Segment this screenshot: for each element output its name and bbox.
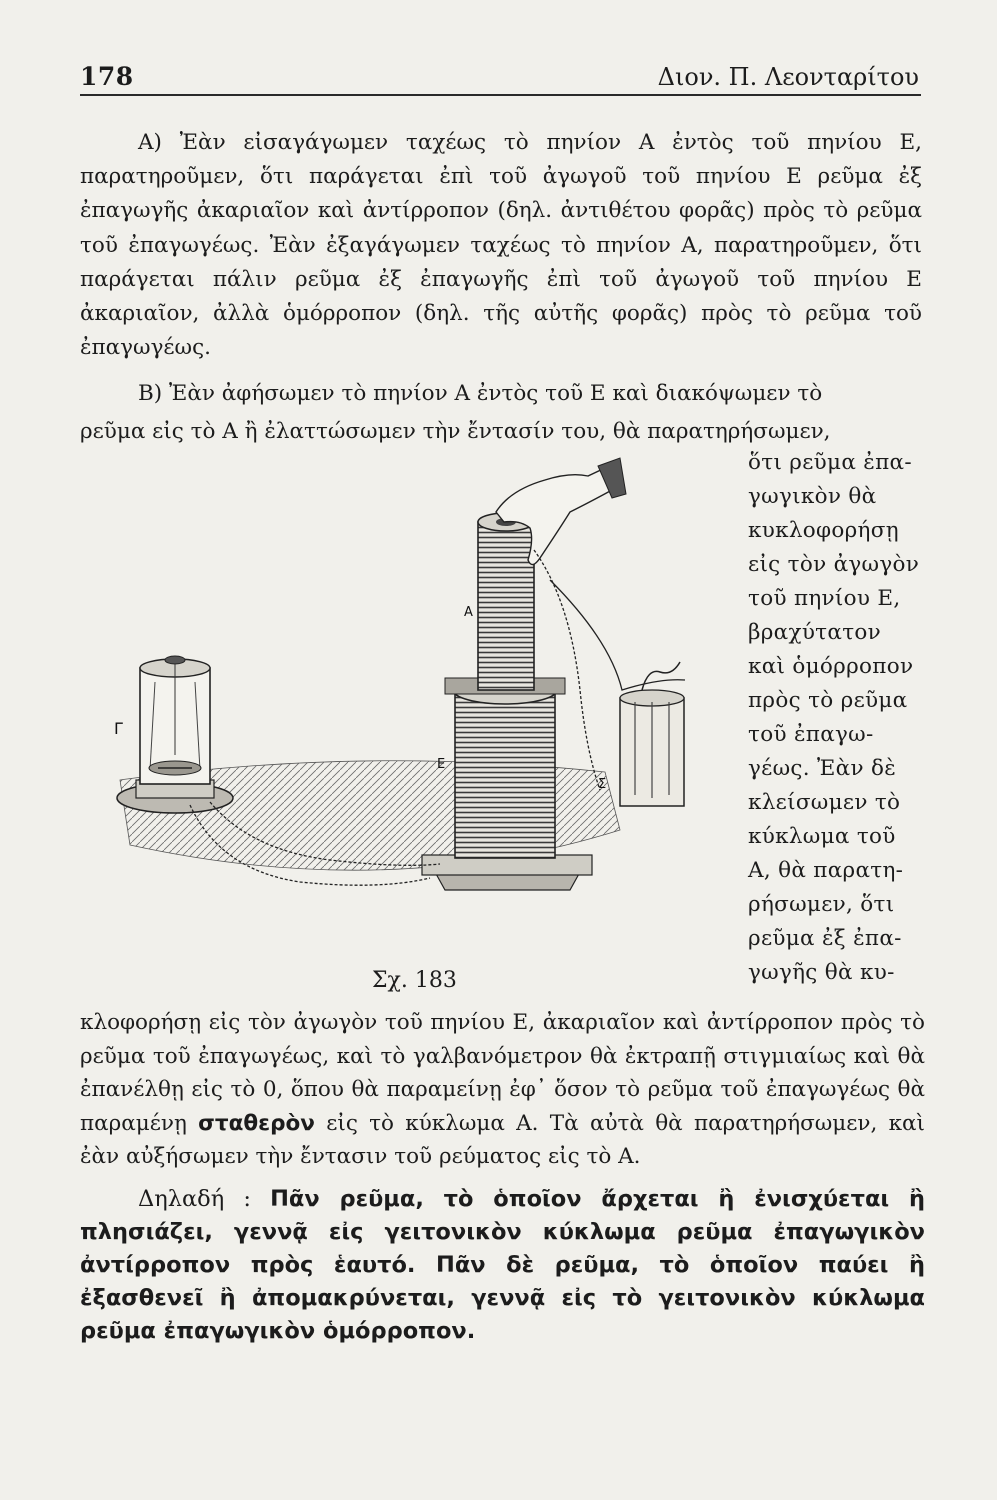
label-a: A: [464, 605, 473, 620]
side-text-line: γωγικὸν θὰ: [748, 484, 877, 509]
paragraph-c: [80, 1006, 925, 1174]
galvanometer: [117, 656, 233, 813]
side-text-line: κλείσωμεν τὸ: [748, 790, 901, 815]
label-sigma: Σ: [598, 777, 607, 792]
emphasis-stathero: σταθερὸν: [198, 1110, 315, 1136]
battery-cell: [620, 662, 684, 806]
side-text-line: ρεῦμα ἐξ ἐπα-: [748, 926, 902, 951]
header-rule: [80, 94, 921, 96]
side-text-line: τοῦ πηνίου E,: [748, 586, 901, 611]
side-text-line: ρήσωμεν, ὅτι: [748, 892, 895, 917]
side-text-line: γωγῆς θὰ κυ-: [748, 960, 895, 985]
induction-apparatus-illustration: [100, 450, 725, 970]
side-text-line: βραχύτατον: [748, 620, 882, 645]
paragraph-c-part-1: κλοφορήσῃ εἰς τὸν ἀγωγὸν τοῦ πηνίου E, ἀκαριαῖον καὶ ἀντίρροπον πρὸς τὸ ρεῦμα τοῦ ἐπαγωγέως, καὶ τὸ γαλβανόμετρον θὰ ἐκτραπῇ στιγμιαίως καὶ θὰ ἐπανέλθῃ εἰς τὸ 0, ὅπου θὰ παραμείνῃ ἐφ᾽ ὅσον τὸ ρεῦμα τοῦ ἐπαγωγέως θὰ παραμένῃ: [80, 1010, 925, 1136]
side-text-line: πρὸς τὸ ρεῦμα: [748, 688, 908, 713]
side-text-line: κύκλωμα τοῦ: [748, 824, 896, 849]
side-text-line: τοῦ ἐπαγω-: [748, 722, 874, 747]
coil-a: [478, 513, 534, 690]
page-number: 178: [80, 62, 134, 91]
summary-lead: Δηλαδή :: [138, 1186, 251, 1212]
paragraph-a: A) Ἐὰν εἰσαγάγωμεν ταχέως τὸ πηνίον A ἐντὸς τοῦ πηνίου E, παρατηροῦμεν, ὅτι παράγεται ἐπὶ τοῦ ἀγωγοῦ τοῦ πηνίου E ρεῦμα ἐξ ἐπαγωγῆς ἀκαριαῖον καὶ ἀντίρροπον (δηλ. ἀντιθέτου φορᾶς) πρὸς τὸ ρεῦμα τοῦ ἐπαγωγέως. Ἐὰν ἐξαγάγωμεν ταχέως τὸ πηνίον A, παρατηροῦμεν, ὅτι παράγεται πάλιν ρεῦμα ἐξ ἐπαγωγῆς ἐπὶ τοῦ ἀγωγοῦ τοῦ πηνίου E ἀκαριαῖον, ἀλλὰ ὁμόρροπον (δηλ. τῆς αὐτῆς φορᾶς) πρὸς τὸ ρεῦμα τοῦ ἐπαγωγέως.: [80, 130, 922, 361]
side-text-line: εἰς τὸν ἀγωγὸν: [748, 552, 920, 577]
paragraph-b-line-1: B) Ἐὰν ἀφήσωμεν τὸ πηνίον A ἐντὸς τοῦ E καὶ διακόψωμεν τὸ: [138, 381, 823, 406]
figure-caption: Σχ. 183: [372, 968, 457, 993]
label-gamma: Γ: [114, 719, 123, 738]
paragraph-b-line-2: ρεῦμα εἰς τὸ A ἢ ἐλαττώσωμεν τὴν ἔντασίν του, θὰ παρατηρήσωμεν,: [80, 419, 831, 444]
side-text-line: A, θὰ παρατη-: [748, 858, 904, 883]
label-e: E: [437, 757, 446, 772]
running-header-author: Διον. Π. Λεονταρίτου: [657, 63, 919, 91]
summary-rule: [80, 1183, 925, 1348]
side-text-line: κυκλοφορήσῃ: [748, 518, 899, 543]
side-text-line: γέως. Ἐὰν δὲ: [748, 756, 897, 781]
summary-body: Πᾶν ρεῦμα, τὸ ὁποῖον ἄρχεται ἢ ἐνισχύεται ἢ πλησιάζει, γεννᾷ εἰς γειτονικὸν κύκλωμα ρεῦμα ἐπαγωγικὸν ἀντίρροπον πρὸς ἑαυτό. Πᾶν δὲ ρεῦμα, τὸ ὁποῖον παύει ἢ ἐξασθενεῖ ἢ ἀπομακρύνεται, γεννᾷ εἰς τὸ γειτονικὸν κύκλωμα ρεῦμα ἐπαγωγικὸν ὁμόρροπον.: [80, 1186, 925, 1344]
paragraph-c-part-2: εἰς τὸ κύκλωμα A. Τὰ αὐτὰ θὰ παρατηρήσωμεν, καὶ ἐὰν αὐξήσωμεν τὴν ἔντασιν τοῦ ρεύματος εἰς τὸ A.: [80, 1110, 925, 1169]
side-text-line: ὅτι ρεῦμα ἐπα-: [748, 450, 912, 475]
side-text-line: καὶ ὁμόρροπον: [748, 654, 914, 679]
